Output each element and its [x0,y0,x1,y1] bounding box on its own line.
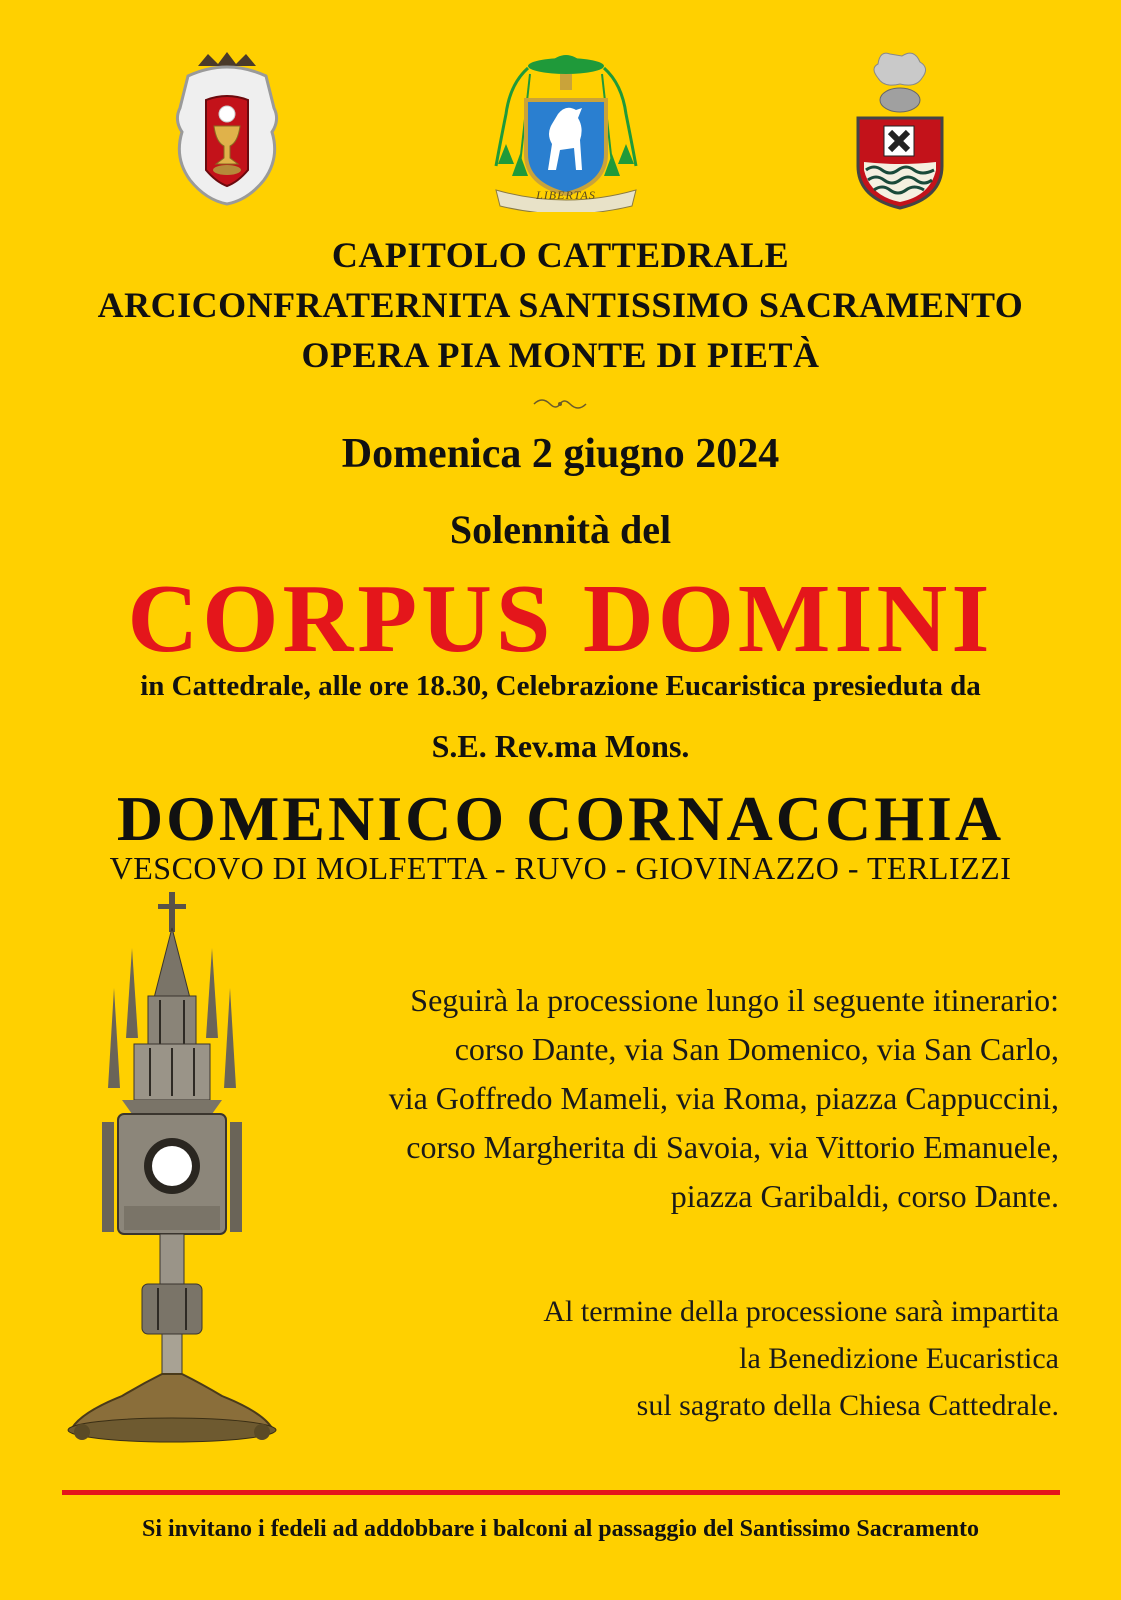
footer-invitation: Si invitano i fedeli ad addobbare i balconi al passaggio del Santissimo Sacramento [141,1516,979,1542]
event-date: Domenica 2 giugno 2024 [341,431,780,477]
organization-line-1: CAPITOLO CATTEDRALE [331,235,790,275]
blessing-line: sul sagrato della Chiesa Cattedrale. [636,1389,1059,1422]
ornament-divider-icon [530,396,590,412]
itinerary-block [389,976,1059,1221]
monte-di-pieta-crest-icon [850,48,950,216]
itinerary-line: via Goffredo Mameli, via Roma, piazza Cappuccini, [388,1080,1059,1116]
event-subtitle: Solennità del [449,507,672,552]
itinerary-line: corso Dante, via San Domenico, via San Carlo, [454,1031,1059,1067]
celebration-text: in Cattedrale, alle ore 18.30, Celebrazione Eucaristica presieduta da [140,670,981,702]
itinerary-line: corso Margherita di Savoia, via Vittorio Emanuele, [406,1129,1059,1165]
chalice-crest-icon [168,48,286,208]
bishop-role: VESCOVO DI MOLFETTA - RUVO - GIOVINAZZO - TERLIZZI [109,850,1012,886]
bishop-crest-icon [486,44,646,212]
crest-motto: LIBERTAS [536,188,596,202]
itinerary-line: Seguirà la processione lungo il seguente itinerario: [410,982,1059,1018]
event-title: CORPUS DOMINI [127,565,994,673]
organization-line-2: ARCICONFRATERNITA SANTISSIMO SACRAMENTO [97,285,1024,325]
bishop-name: DOMENICO CORNACCHIA [116,783,1005,854]
itinerary-line: piazza Garibaldi, corso Dante. [670,1178,1059,1214]
blessing-block [543,1288,1059,1429]
blessing-line: la Benedizione Eucaristica [739,1342,1059,1375]
blessing-line: Al termine della processione sarà impartita [543,1295,1059,1328]
red-divider [62,1490,1060,1495]
monstrance-icon [62,888,282,1448]
organization-line-3: OPERA PIA MONTE DI PIETÀ [301,335,820,375]
honorific: S.E. Rev.ma Mons. [431,728,690,764]
